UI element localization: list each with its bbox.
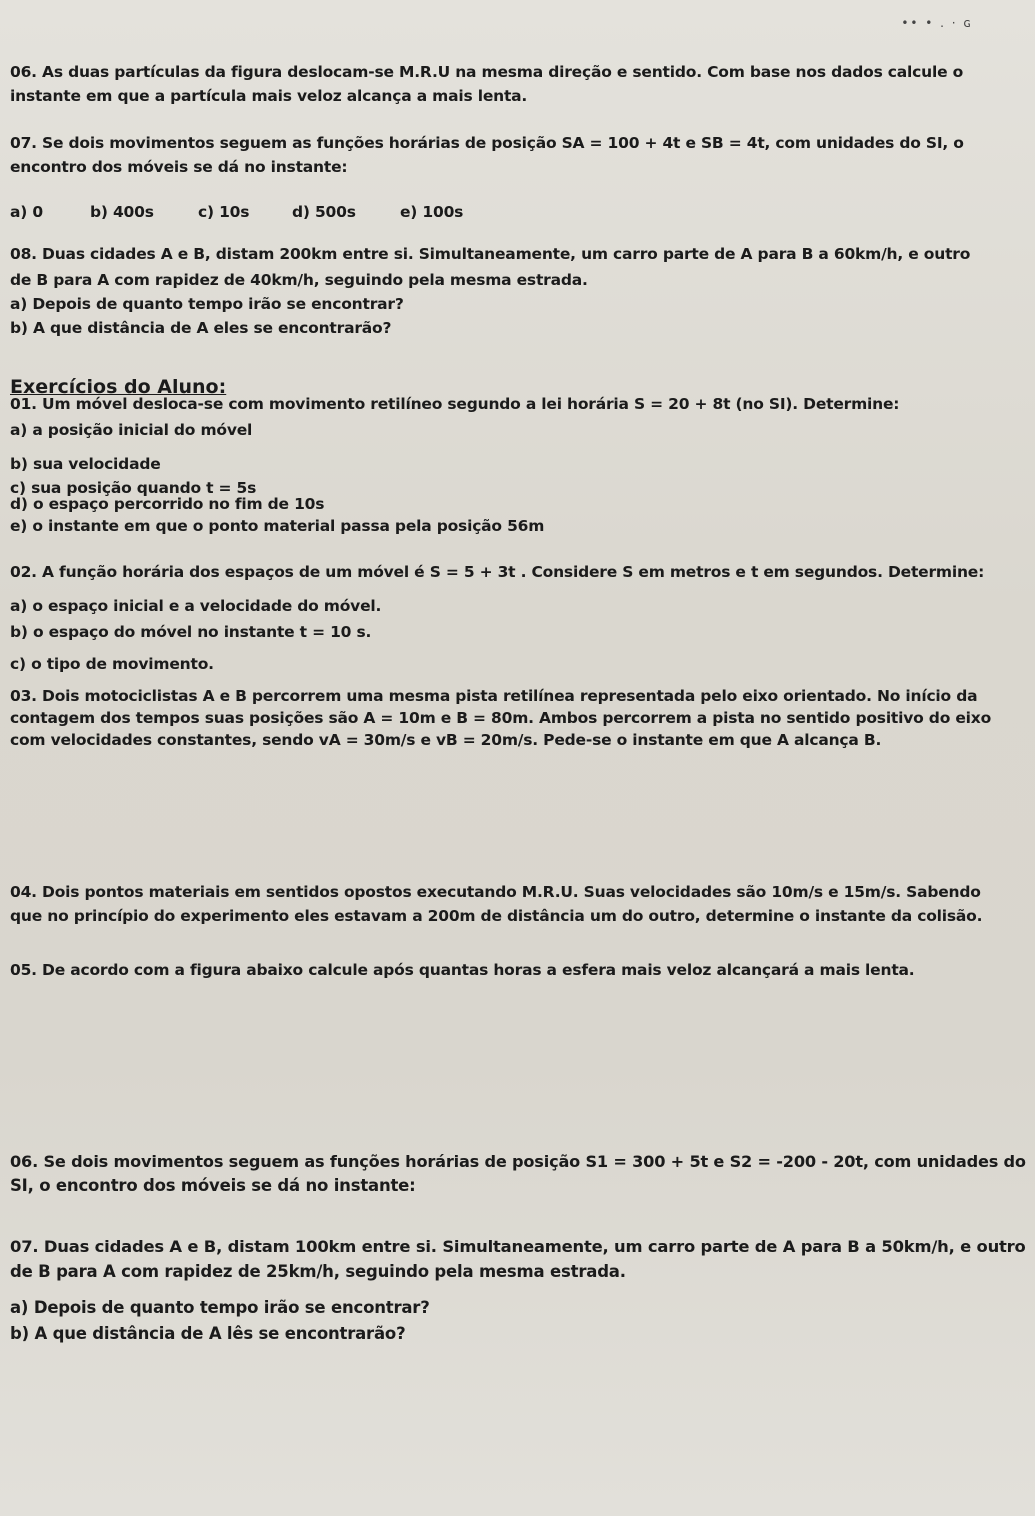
exercise-04-text: 04. Dois pontos materiais em sentidos opostos executando M.R.U. Suas velocidades são 10m/s e 15m/s. Sabendo: [10, 883, 981, 901]
question-08-text: 08. Duas cidades A e B, distam 200km entre si. Simultaneamente, um carro parte de A para B a 60km/h, e outro: [10, 245, 971, 263]
question-07-text: 07. Se dois movimentos seguem as funções horárias de posição SA = 100 + 4t e SB = 4t, com unidades do SI, o: [10, 134, 964, 152]
exercise-04-text-cont: que no princípio do experimento eles estavam a 200m de distância um do outro, determine o instante da colisão.: [10, 907, 983, 925]
question-07-options: [10, 202, 463, 222]
exercise-05-text: 05. De acordo com a figura abaixo calcule após quantas horas a esfera mais veloz alcançará a mais lenta.: [10, 961, 915, 979]
option-a: a) 0: [10, 203, 43, 221]
question-08-item-a: a) Depois de quanto tempo irão se encontrar?: [10, 295, 404, 313]
exercise-07-item-a: a) Depois de quanto tempo irão se encontrar?: [10, 1298, 430, 1317]
exercise-07-item-b: b) A que distância de A lês se encontrarão?: [10, 1324, 406, 1343]
exercise-01-item-c: c) sua posição quando t = 5s: [10, 479, 257, 497]
exercise-03-text: 03. Dois motociclistas A e B percorrem uma mesma pista retilínea representada pelo eixo orientado. No início da: [10, 687, 978, 705]
section-heading: Exercícios do Aluno:: [10, 376, 227, 398]
exercise-06-text-cont: SI, o encontro dos móveis se dá no instante:: [10, 1176, 416, 1195]
exercise-07-text: 07. Duas cidades A e B, distam 100km entre si. Simultaneamente, um carro parte de A para B a 50km/h, e outro: [10, 1237, 1026, 1256]
exercise-02-item-b: b) o espaço do móvel no instante t = 10 s.: [10, 623, 372, 641]
exercise-01-item-a: a) a posição inicial do móvel: [10, 421, 253, 439]
question-08-item-b: b) A que distância de A eles se encontrarão?: [10, 319, 392, 337]
option-c: c) 10s: [198, 203, 250, 221]
exercise-02-item-c: c) o tipo de movimento.: [10, 655, 214, 673]
exercise-06-text: 06. Se dois movimentos seguem as funções horárias de posição S1 = 300 + 5t e S2 = -200 - 20t, com unidades do: [10, 1152, 1026, 1171]
exercise-02-item-a: a) o espaço inicial e a velocidade do móvel.: [10, 597, 382, 615]
exercise-03-text-cont2: com velocidades constantes, sendo vA = 30m/s e vB = 20m/s. Pede-se o instante em que A alcança B.: [10, 731, 882, 749]
exercise-07-text-cont: de B para A com rapidez de 25km/h, seguindo pela mesma estrada.: [10, 1262, 626, 1281]
exercise-01-item-d: d) o espaço percorrido no fim de 10s: [10, 495, 325, 513]
option-e: e) 100s: [400, 203, 464, 221]
question-07-text-cont: encontro dos móveis se dá no instante:: [10, 158, 348, 176]
option-d: d) 500s: [292, 203, 356, 221]
exercise-01-text: 01. Um móvel desloca-se com movimento retilíneo segundo a lei horária S = 20 + 8t (no SI). Determine:: [10, 395, 900, 413]
question-08-text-cont: de B para A com rapidez de 40km/h, seguindo pela mesma estrada.: [10, 271, 588, 289]
exercise-02-text: 02. A função horária dos espaços de um móvel é S = 5 + 3t . Considere S em metros e t em segundos. Determine:: [10, 563, 985, 581]
corner-mark: •• • . · ɢ: [901, 16, 973, 30]
question-06-text-cont: instante em que a partícula mais veloz alcança a mais lenta.: [10, 87, 528, 105]
exercise-01-item-b: b) sua velocidade: [10, 455, 161, 473]
exercise-01-item-e: e) o instante em que o ponto material passa pela posição 56m: [10, 517, 545, 535]
question-06-text: 06. As duas partículas da figura deslocam-se M.R.U na mesma direção e sentido. Com base nos dados calcule o: [10, 63, 964, 81]
option-b: b) 400s: [90, 203, 154, 221]
exercise-03-text-cont: contagem dos tempos suas posições são A = 10m e B = 80m. Ambos percorrem a pista no sentido positivo do eixo: [10, 709, 992, 727]
